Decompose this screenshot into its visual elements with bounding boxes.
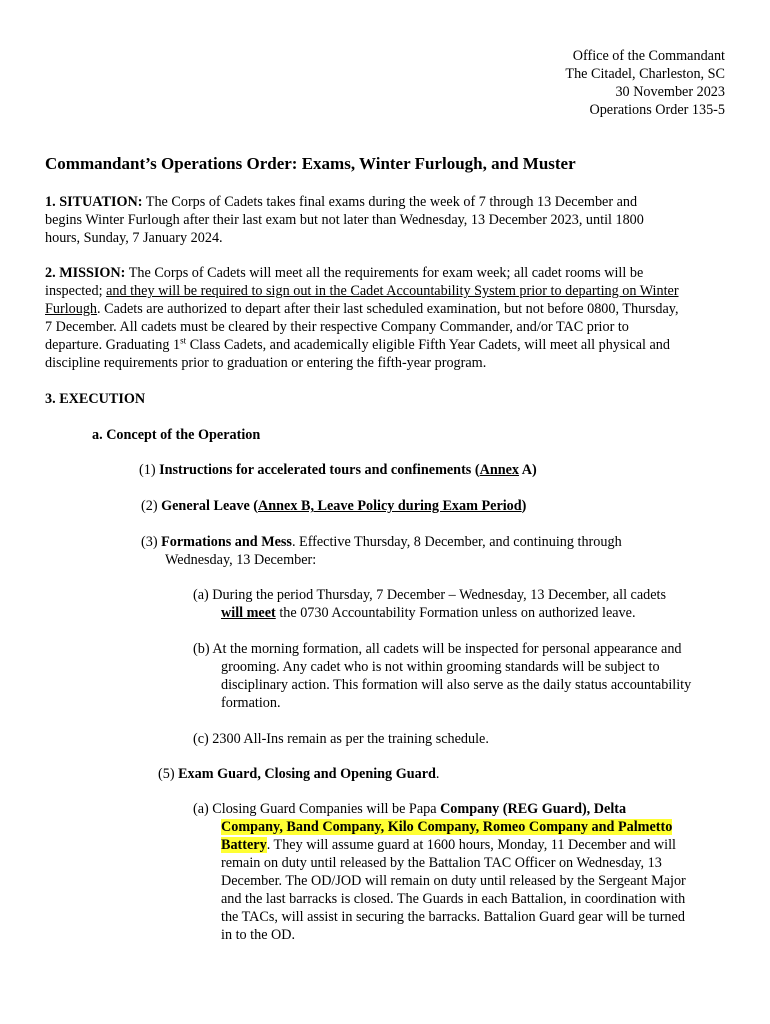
item-3: [141, 533, 622, 569]
item-5a-number: (a): [193, 801, 213, 817]
item-2-tail: ): [521, 498, 527, 514]
item-3a-line-1: During the period Thursday, 7 December – Wednesday, 13 December, all cadets: [212, 587, 667, 603]
mission-line-2-underlined: and they will be required to sign out in the Cadet Accountability System prior to departing on Winter: [106, 283, 679, 299]
item-3c: [193, 730, 489, 748]
item-5a-line-8: in to the OD.: [221, 927, 296, 943]
execution-heading: 3. EXECUTION: [45, 391, 146, 407]
item-1-number: (1): [139, 462, 160, 478]
item-3-line-2: Wednesday, 13 December:: [165, 552, 317, 568]
item-5a-line-5: December. The OD/JOD will remain on duty until released by the Sergeant Major: [221, 873, 686, 889]
item-5a-line-3b: . They will assume guard at 1600 hours, Monday, 11 December and will: [266, 837, 676, 853]
item-3-line-1: . Effective Thursday, 8 December, and continuing through: [291, 534, 622, 550]
item-3a-number: (a): [193, 587, 213, 603]
item-5a-line-6: and the last barracks is closed. The Guards in each Battalion, in coordination with: [221, 891, 686, 907]
office-location: The Citadel, Charleston, SC: [565, 66, 725, 82]
item-5a-battery-highlighted: Battery: [221, 837, 267, 853]
item-3b-line-1: At the morning formation, all cadets will be inspected for personal appearance and: [212, 641, 682, 657]
mission-line-6: discipline requirements prior to graduation or entering the fifth-year program.: [45, 355, 487, 371]
annex-a-link[interactable]: Annex: [479, 462, 520, 478]
item-3a-line-2: the 0730 Accountability Formation unless on authorized leave.: [275, 605, 636, 621]
situation-label: 1. SITUATION:: [45, 194, 143, 210]
order-number: Operations Order 135-5: [589, 102, 725, 118]
item-2-number: (2): [141, 498, 162, 514]
annex-b-link[interactable]: Annex B, Leave Policy during Exam Period: [258, 498, 522, 514]
item-5-tail: .: [435, 766, 440, 782]
mission-line-5b: Class Cadets, and academically eligible Fifth Year Cadets, will meet all physical and: [186, 337, 670, 353]
mission-line-2a: inspected;: [45, 283, 107, 299]
item-3b-line-2: grooming. Any cadet who is not within grooming standards will be subject to: [221, 659, 660, 675]
item-5-number: (5): [158, 766, 179, 782]
item-1-tail: A): [519, 462, 537, 478]
item-5a: [193, 800, 686, 944]
mission-line-3b: . Cadets are authorized to depart after their last scheduled examination, but not before 0800, Thursday,: [97, 301, 679, 317]
mission-line-5-superscript: st: [180, 335, 187, 346]
item-3b-line-3: disciplinary action. This formation will also serve as the daily status accountability: [221, 677, 692, 693]
item-3b: [193, 640, 691, 712]
item-3a: [193, 586, 666, 622]
item-5a-line-1b: Company (REG Guard), Delta: [440, 801, 627, 817]
situation-paragraph: [45, 193, 727, 247]
item-3-title: Formations and Mess: [161, 534, 292, 550]
order-date: 30 November 2023: [615, 84, 725, 100]
mission-line-1: The Corps of Cadets will meet all the requirements for exam week; all cadet rooms will be: [125, 265, 644, 281]
mission-line-5a: departure. Graduating 1: [45, 337, 181, 353]
mission-label: 2. MISSION:: [45, 265, 126, 281]
mission-line-4: 7 December. All cadets must be cleared by their respective Company Commander, and/or TAC prior to: [45, 319, 629, 335]
item-3a-will-meet: will meet: [221, 605, 276, 621]
situation-line-1: The Corps of Cadets takes final exams during the week of 7 through 13 December and: [142, 194, 638, 210]
item-5a-line-4: remain on duty until released by the Battalion TAC Officer on Wednesday, 13: [221, 855, 662, 871]
item-3c-number: (c): [193, 731, 213, 747]
item-1: [139, 461, 537, 479]
item-5a-line-7: the TACs, will assist in securing the barracks. Battalion Guard gear will be turned: [221, 909, 685, 925]
concept-heading: a. Concept of the Operation: [92, 427, 261, 443]
mission-line-3-underlined: Furlough: [45, 301, 98, 317]
item-3b-line-4: formation.: [221, 695, 281, 711]
situation-line-3: hours, Sunday, 7 January 2024.: [45, 230, 223, 246]
item-3-number: (3): [141, 534, 162, 550]
item-5a-line-1a: Closing Guard Companies will be Papa: [212, 801, 441, 817]
mission-paragraph: [45, 264, 727, 372]
item-2: [141, 497, 526, 515]
item-5a-line-2-highlighted: Company, Band Company, Kilo Company, Romeo Company and Palmetto: [221, 819, 673, 835]
letterhead: [565, 47, 725, 119]
item-1-text: Instructions for accelerated tours and confinements (: [159, 462, 480, 478]
document-title: Commandant’s Operations Order: Exams, Winter Furlough, and Muster: [45, 154, 576, 173]
office-name: Office of the Commandant: [572, 48, 725, 64]
situation-line-2: begins Winter Furlough after their last exam but not later than Wednesday, 13 December 2023, until 1800: [45, 212, 644, 228]
item-5: [158, 765, 439, 783]
item-5-title: Exam Guard, Closing and Opening Guard: [178, 766, 436, 782]
item-2-text: General Leave (: [161, 498, 259, 514]
item-3b-number: (b): [193, 641, 213, 657]
item-3c-line-1: 2300 All-Ins remain as per the training schedule.: [212, 731, 489, 747]
